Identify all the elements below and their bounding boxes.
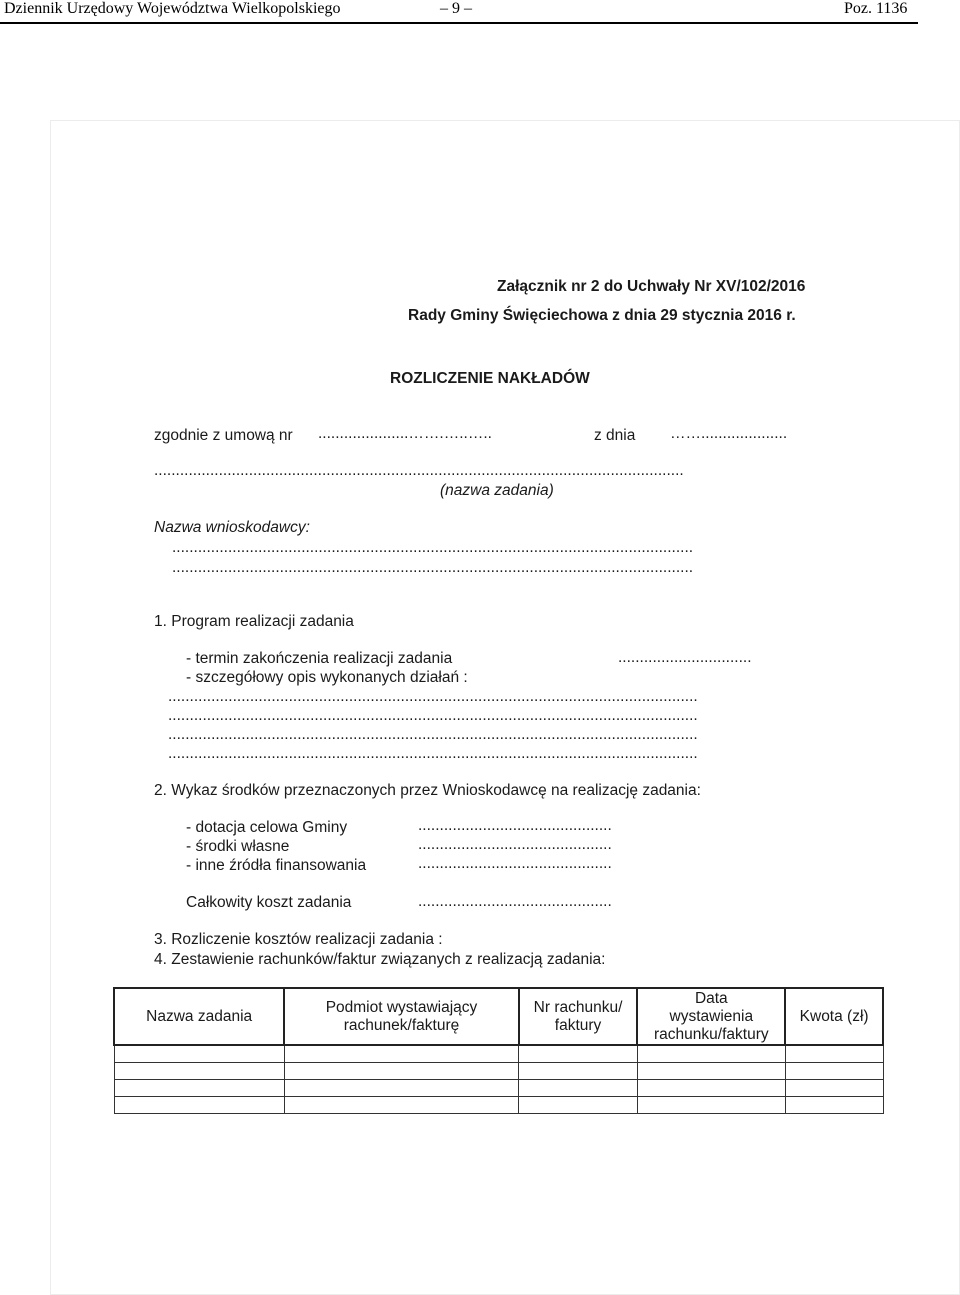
table-header-row [114, 988, 883, 1045]
page-number: – 9 – [440, 0, 472, 17]
section-1-title: 1. Program realizacji zadania [154, 613, 354, 630]
section-1-item-deadline: - termin zakończenia realizacji zadania [186, 650, 453, 667]
agreement-date-dots: …….................... [670, 425, 788, 442]
table-row [114, 1097, 883, 1114]
table-cell [114, 1063, 284, 1080]
table-cell [114, 1097, 284, 1114]
table-cell [519, 1080, 638, 1097]
task-name-caption: (nazwa zadania) [440, 482, 554, 499]
funding-item-dots: ............................................. [418, 817, 612, 834]
total-cost-dots: ............................................. [418, 893, 612, 910]
table-cell [785, 1080, 883, 1097]
applicant-line-1: ......................................................................................................................... [172, 539, 694, 556]
attachment-line-1: Załącznik nr 2 do Uchwały Nr XV/102/2016 [497, 278, 806, 295]
table-cell [114, 1045, 284, 1063]
table-cell [284, 1045, 518, 1063]
column-header-issuer: Podmiot wystawiający rachunek/fakturę [284, 988, 518, 1045]
description-line-3: ........................................................................................................................... [168, 726, 698, 743]
table-cell [785, 1063, 883, 1080]
total-cost-label: Całkowity koszt zadania [186, 894, 352, 911]
funding-item-label: - dotacja celowa Gminy [186, 819, 348, 836]
table-row [114, 1080, 883, 1097]
column-header-issue-date: Data wystawienia rachunku/faktury [637, 988, 785, 1045]
column-header-invoice-number: Nr rachunku/ faktury [519, 988, 638, 1045]
funding-item-dots: ............................................. [418, 855, 612, 872]
table-cell [284, 1063, 518, 1080]
section-1-deadline-dots: ............................... [618, 649, 752, 666]
section-1-item-description: - szczegółowy opis wykonanych działań : [186, 669, 468, 686]
agreement-number-dots: .....................…….…..….. [318, 425, 492, 442]
section-3-title: 3. Rozliczenie kosztów realizacji zadania : [154, 931, 443, 948]
attachment-line-2: Rady Gminy Święciechowa z dnia 29 stycznia 2016 r. [408, 307, 796, 324]
description-line-1: ........................................................................................................................... [168, 688, 698, 705]
table-cell [519, 1063, 638, 1080]
agreement-date-label: z dnia [594, 427, 636, 444]
applicant-label: Nazwa wnioskodawcy: [154, 519, 310, 536]
table-cell [785, 1045, 883, 1063]
column-header-task-name: Nazwa zadania [114, 988, 284, 1045]
funding-item-label: - inne źródła finansowania [186, 857, 367, 874]
table-cell [637, 1045, 785, 1063]
table-cell [284, 1080, 518, 1097]
page-header [0, 0, 960, 22]
table-cell [519, 1045, 638, 1063]
table-cell [114, 1080, 284, 1097]
funding-item-label: - środki własne [186, 838, 290, 855]
description-line-4: ........................................................................................................................... [168, 745, 698, 762]
invoices-table [113, 987, 884, 1114]
task-name-dots: ........................................................................................................................... [154, 462, 684, 479]
position-number: Poz. 1136 [844, 0, 908, 17]
table-row [114, 1045, 883, 1063]
table-cell [284, 1097, 518, 1114]
agreement-label: zgodnie z umową nr [154, 427, 293, 444]
column-header-amount: Kwota (zł) [785, 988, 883, 1045]
table-cell [637, 1080, 785, 1097]
applicant-line-2: ......................................................................................................................... [172, 559, 694, 576]
journal-title: Dziennik Urzędowy Województwa Wielkopolskiego [4, 0, 341, 17]
table-cell [785, 1097, 883, 1114]
document-title: ROZLICZENIE NAKŁADÓW [390, 370, 590, 387]
table-cell [637, 1097, 785, 1114]
table-cell [637, 1063, 785, 1080]
section-4-title: 4. Zestawienie rachunków/faktur związanych z realizacją zadania: [154, 951, 606, 968]
funding-item-dots: ............................................. [418, 836, 612, 853]
table-cell [519, 1097, 638, 1114]
description-line-2: ........................................................................................................................... [168, 707, 698, 724]
table-row [114, 1063, 883, 1080]
header-rule [0, 22, 918, 24]
section-2-title: 2. Wykaz środków przeznaczonych przez Wnioskodawcę na realizację zadania: [154, 782, 701, 799]
